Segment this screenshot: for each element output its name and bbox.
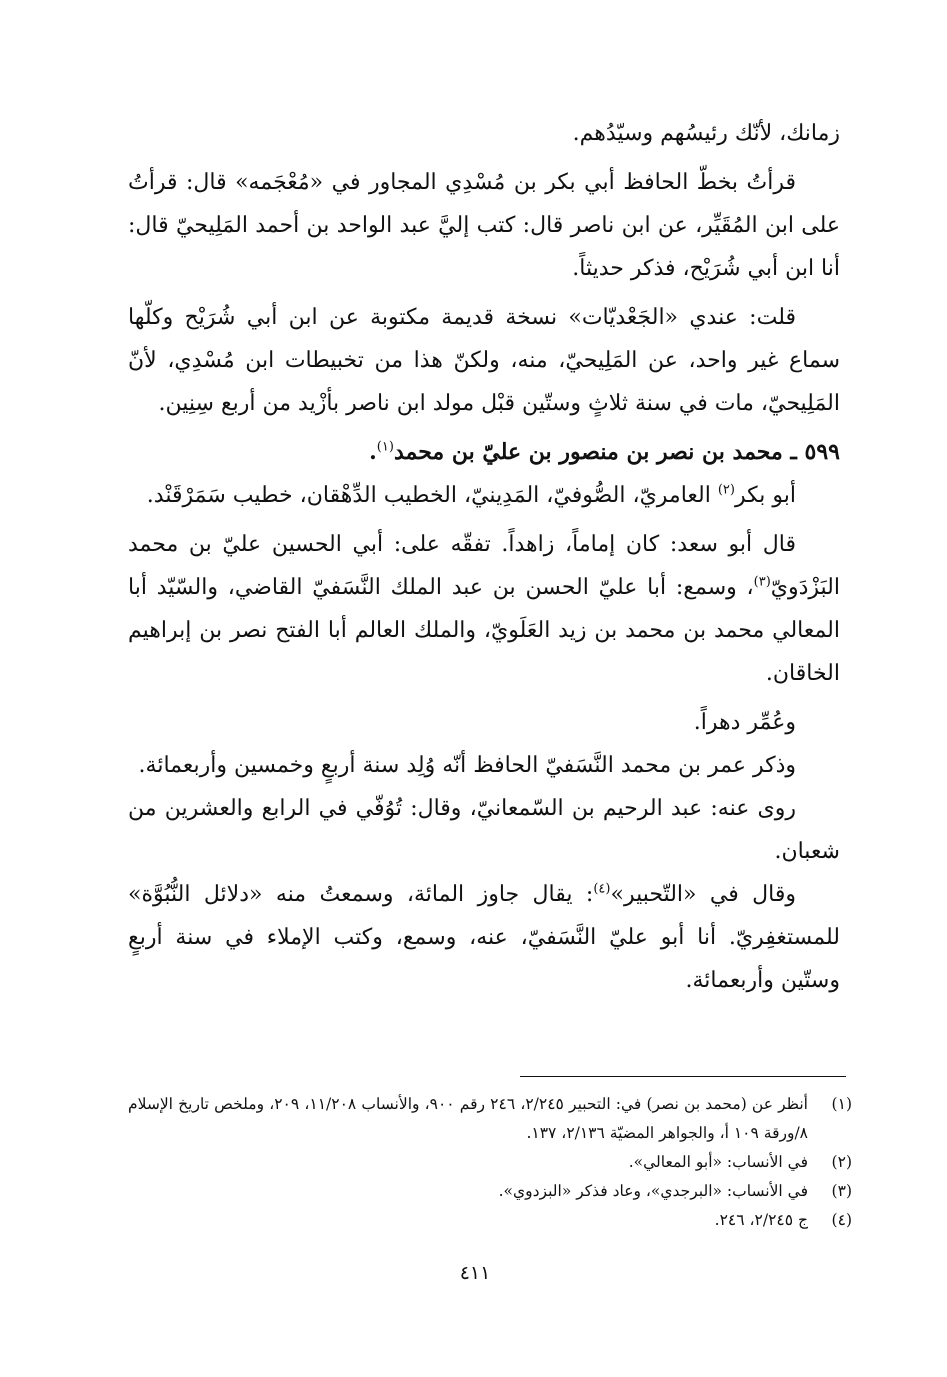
qala-part1: وقال في «التّحبير» bbox=[610, 882, 796, 907]
paragraph-qara-tu: قرأتُ بخطّ الحافظ أبي بكر بن مُسْدِي المجاور في «مُعْجَمه» قال: قرأتُ على ابن المُقَيِّر، عن ابن ناصر قال: كتب إليَّ عبد الواحد بن أحمد المَلِيحيّ قال: أنا ابن أبي شُرَيْح، فذكر حديثاً. bbox=[128, 170, 840, 281]
footnote-item bbox=[128, 1206, 852, 1235]
footnote-ref-1: (١) bbox=[376, 439, 394, 455]
footnotes bbox=[128, 1090, 852, 1235]
footnote-number: (١) bbox=[831, 1095, 852, 1113]
entry-heading bbox=[128, 431, 840, 474]
entry-title: ٥٩٩ ـ محمد بن نصر بن منصور بن عليّ بن محمد bbox=[393, 439, 840, 465]
abu-saad-part2: ، وسمع: أبا عليّ الحسن بن عبد الملك النَّسَفيّ القاضي، والسّيّد أبا المعالي محمد بن محمد بن زيد العَلَويّ، والملك العالم أبا الفتح نصر بن إبراهيم الخاقان. bbox=[128, 575, 840, 686]
footnote-separator-line bbox=[520, 1076, 846, 1077]
footnote-ref-2: (٢) bbox=[717, 482, 735, 498]
footnote-text: أنظر عن (محمد بن نصر) في: التحبير ٢/٢٤٥، ٢٤٦ رقم ٩٠٠، والأنساب ١١/٢٠٨، ٢٠٩، وملخص تاريخ الإسلام ٨/ورقة ١٠٩ أ، والجواهر المضيّة ٢/١٣٦، ١٣٧. bbox=[128, 1095, 808, 1142]
page-number: ٤١١ bbox=[459, 1262, 491, 1284]
paragraph-umira: وعُمِّر دهراً. bbox=[693, 710, 796, 735]
paragraph-abu-saad bbox=[128, 523, 840, 695]
footnote-item bbox=[128, 1177, 852, 1206]
footnote-text: في الأنساب: «البرجدي»، وعاد فذكر «البزدوي». bbox=[498, 1182, 808, 1200]
paragraph-qala-tahbir bbox=[128, 873, 840, 1002]
footnote-number: (٤) bbox=[831, 1211, 852, 1229]
footnote-text: ج ٢/٢٤٥، ٢٤٦. bbox=[714, 1211, 808, 1229]
paragraph-continuation: زمانك، لأنّك رئيسُهم وسيّدُهم. bbox=[572, 121, 840, 146]
footnote-number: (٣) bbox=[831, 1182, 852, 1200]
main-text bbox=[128, 112, 840, 1002]
entry-title-period: . bbox=[369, 439, 377, 465]
paragraph-rawa: روى عنه: عبد الرحيم بن السّمعانيّ، وقال: تُوُفّي في الرابع والعشرين من شعبان. bbox=[128, 796, 840, 864]
nisba-text: العامريّ، الصُّوفيّ، المَدِينيّ، الخطيب الدِّهْقان، خطيب سَمَرْقَنْد. bbox=[146, 483, 718, 508]
entry-kunya-line bbox=[128, 474, 840, 517]
footnote-ref-3: (٣) bbox=[753, 574, 771, 590]
footnote-text: في الأنساب: «أبو المعالي». bbox=[628, 1153, 808, 1171]
paragraph-qultu: قلت: عندي «الجَعْديّات» نسخة قديمة مكتوبة عن ابن أبي شُرَيْح وكلّها سماع غير واحد، عن المَلِيحيّ، منه، ولكنّ هذا من تخبيطات ابن مُسْدِي، لأنّ المَلِيحيّ، مات في سنة ثلاثٍ وستّين قبْل مولد ابن ناصر بأزْيد من أربع سِنِين. bbox=[128, 305, 840, 416]
qala-part2: : يقال جاوز المائة، وسمعتُ منه «دلائل النُّبُوَّة» للمستغفِريّ. أنا أبو عليّ النَّسَفيّ، عنه، وسمع، وكتب الإملاء في سنة أربعٍ وستّين وأربعمائة. bbox=[128, 882, 840, 993]
paragraph-dhakara: وذكر عمر بن محمد النَّسَفيّ الحافظ أنّه وُلِد سنة أربعٍ وخمسين وأربعمائة. bbox=[138, 753, 796, 778]
footnote-ref-4: (٤) bbox=[593, 881, 611, 897]
footnote-number: (٢) bbox=[831, 1153, 852, 1171]
kunya-text: أبو بكر bbox=[734, 483, 796, 508]
footnote-item bbox=[128, 1148, 852, 1177]
abu-saad-part1: قال أبو سعد: كان إماماً، زاهداً. تفقّه على: أبي الحسين عليّ بن محمد البَزْدَويّ bbox=[128, 532, 840, 600]
footnote-item bbox=[128, 1090, 852, 1148]
